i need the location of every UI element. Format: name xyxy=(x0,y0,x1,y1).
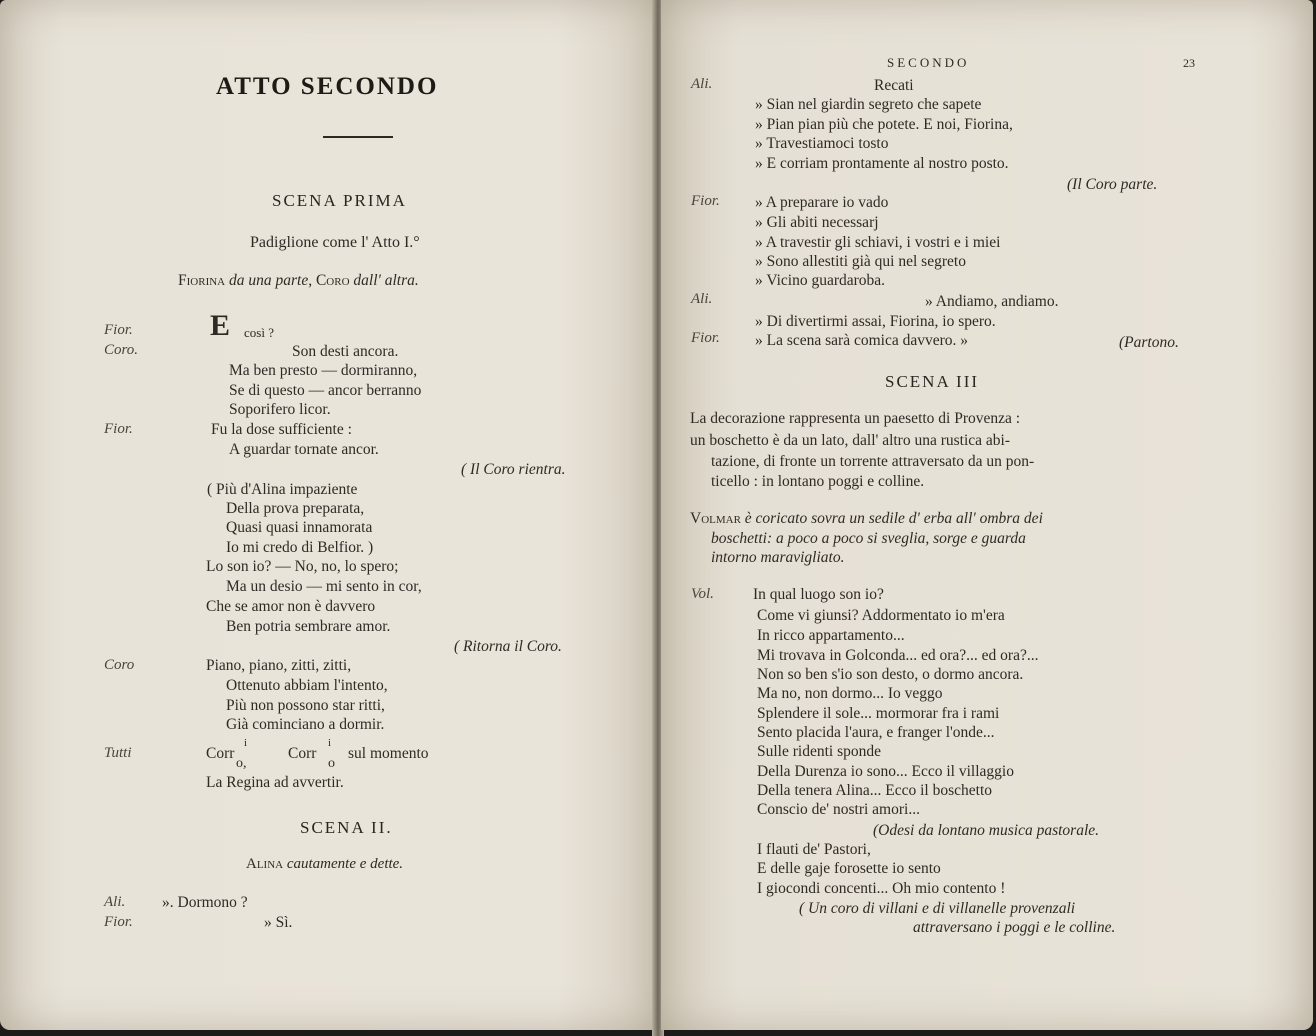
scene-description-line: ticello : in lontano poggi e colline. xyxy=(711,473,925,490)
verse-line: Lo son io? — No, no, lo spero; xyxy=(206,558,399,575)
verse-line: E delle gaje forosette io sento xyxy=(757,860,941,877)
verse-line: Ma ben presto — dormiranno, xyxy=(229,362,418,379)
verse-line: I giocondi concenti... Oh mio contento ! xyxy=(757,880,1006,897)
speaker-label: Coro. xyxy=(104,342,139,358)
verse-line: Fu la dose sufficiente : xyxy=(211,421,352,438)
scene-title: SCENA II. xyxy=(300,818,393,837)
verse-line: ». Dormono ? xyxy=(162,894,248,911)
verse-line: Splendere il sole... mormorar fra i rami xyxy=(757,705,1000,722)
volmar-name: Volmar xyxy=(690,510,741,527)
stage-direction: (Partono. xyxy=(1119,334,1179,351)
verse-line: Se di questo — ancor berranno xyxy=(229,382,422,399)
speaker-label: Ali. xyxy=(104,894,126,910)
right-page xyxy=(661,0,1313,1030)
left-page xyxy=(0,0,655,1030)
verse-line: Già cominciano a dormir. xyxy=(226,716,385,733)
cast-alina: Alina xyxy=(246,856,284,872)
volmar-direction-text: è coricato sovra un sedile d' erba all' ombra dei xyxy=(744,510,1043,527)
verse-line: » Sian nel giardin segreto che sapete xyxy=(755,96,982,113)
scene-cast xyxy=(178,272,419,290)
verse-line: » Sì. xyxy=(264,914,293,931)
verse-line: » Vicino guardaroba. xyxy=(755,272,886,289)
verse-line: Son desti ancora. xyxy=(292,343,399,360)
superscript-i: i xyxy=(328,737,332,749)
verse-line: In ricco appartamento... xyxy=(757,627,905,644)
scene-description-line: La decorazione rappresenta un paesetto di Provenza : xyxy=(690,410,1021,427)
volmar-direction xyxy=(690,509,1043,529)
verse-line: Io mi credo di Belfior. ) xyxy=(226,539,374,556)
verse-line: » A travestir gli schiavi, i vostri e i miei xyxy=(755,234,1001,251)
superscript-i: i xyxy=(244,737,248,749)
verse-line: Sulle ridenti sponde xyxy=(757,743,881,760)
verse-line: » Di divertirmi assai, Fiorina, io spero. xyxy=(755,313,996,330)
speaker-label: Tutti xyxy=(104,745,132,761)
speaker-label: Ali. xyxy=(691,291,713,307)
subscript-o: o xyxy=(328,756,335,771)
title-rule xyxy=(323,136,393,138)
verse-line: Della Durenza io sono... Ecco il villaggio xyxy=(757,763,1014,780)
volmar-direction-line: intorno maravigliato. xyxy=(711,549,845,566)
stage-direction: (Il Coro parte. xyxy=(1067,176,1158,193)
page-number: 23 xyxy=(1183,56,1195,70)
stage-direction: ( Un coro di villani e di villanelle provenzali xyxy=(799,900,1076,917)
volmar-direction-line: boschetti: a poco a poco si sveglia, sorge e guarda xyxy=(711,530,1026,547)
verse-line: Quasi quasi innamorata xyxy=(226,519,373,536)
act-title: ATTO SECONDO xyxy=(216,73,439,100)
running-head: SECONDO xyxy=(887,55,970,70)
stage-direction: ( Ritorna il Coro. xyxy=(454,638,562,655)
scene-title: SCENA III xyxy=(885,372,980,391)
corr-word-2: Corr xyxy=(288,745,317,762)
speaker-label: Fior. xyxy=(104,322,133,338)
verse-line: Come vi giunsi? Addormentato io m'era xyxy=(757,607,1005,624)
speaker-label: Fior. xyxy=(104,421,133,437)
verse-line: Ben potria sembrare amor. xyxy=(226,618,391,635)
speaker-label: Fior. xyxy=(691,193,720,209)
verse-line: Recati xyxy=(874,77,914,94)
verse-line: Della tenera Alina... Ecco il boschetto xyxy=(757,782,992,799)
verse-line: Della prova preparata, xyxy=(226,500,365,517)
verse-line: Sento placida l'aura, e franger l'onde... xyxy=(757,724,995,741)
verse-line: così ? xyxy=(244,325,274,340)
corr-word-1: Corr xyxy=(206,745,235,762)
verse-line: » Andiamo, andiamo. xyxy=(925,293,1059,310)
stage-direction: (Odesi da lontano musica pastorale. xyxy=(873,822,1100,839)
verse-line: » A preparare io vado xyxy=(755,194,889,211)
verse-line: Ma un desio — mi sento in cor, xyxy=(226,578,422,595)
speaker-label: Ali. xyxy=(691,76,713,92)
verse-line: » Pian pian più che potete. E noi, Fiorina, xyxy=(755,116,1013,133)
verse-line: ( Più d'Alina impaziente xyxy=(207,481,358,498)
verse-line: Mi trovava in Golconda... ed ora?... ed ora?... xyxy=(757,647,1039,664)
speaker-label: Fior. xyxy=(691,330,720,346)
scene-title: SCENA PRIMA xyxy=(272,191,407,210)
cast-coro-direction: dall' altra. xyxy=(353,272,419,289)
speaker-label: Fior. xyxy=(104,914,133,930)
verse-line: » Gli abiti necessarj xyxy=(755,214,879,231)
verse-line: La Regina ad avvertir. xyxy=(206,774,344,791)
scene-description-line: tazione, di fronte un torrente attraversato da un pon- xyxy=(711,453,1035,470)
cast-fiorina-direction: da una parte xyxy=(229,272,309,289)
verse-line: I flauti de' Pastori, xyxy=(757,841,871,858)
verse-line: Conscio de' nostri amori... xyxy=(757,801,920,818)
speaker-label: Coro xyxy=(104,657,135,673)
subscript-o: o, xyxy=(236,756,247,771)
verse-line: Più non possono star ritti, xyxy=(226,697,385,714)
verse-line: Ottenuto abbiam l'intento, xyxy=(226,677,388,694)
scene-setting: Padiglione come l' Atto I.° xyxy=(250,234,420,251)
verse-line: Ma no, non dormo... Io veggo xyxy=(757,685,943,702)
verse-line: sul momento xyxy=(348,745,429,762)
verse-line: Piano, piano, zitti, zitti, xyxy=(206,657,352,674)
cast-separator: , xyxy=(308,272,316,289)
verse-line: In qual luogo son io? xyxy=(753,586,884,603)
verse-line: Non so ben s'io son desto, o dormo ancora. xyxy=(757,666,1024,683)
stage-direction: ( Il Coro rientra. xyxy=(461,461,566,478)
cast-fiorina: Fiorina xyxy=(178,272,226,289)
drop-cap: E xyxy=(210,309,231,342)
verse-line: Che se amor non è davvero xyxy=(206,598,376,615)
stage-direction: attraversano i poggi e le colline. xyxy=(913,919,1116,936)
cast-coro: Coro xyxy=(315,272,350,289)
verse-line: A guardar tornate ancor. xyxy=(229,441,379,458)
verse-line: » La scena sarà comica davvero. » xyxy=(755,332,969,349)
verse-line: » Sono allestiti già qui nel segreto xyxy=(755,253,966,270)
speaker-label: Vol. xyxy=(691,586,714,602)
scene-cast xyxy=(246,856,403,873)
verse-line: » Travestiamoci tosto xyxy=(755,135,889,152)
scene-description-line: un boschetto è da un lato, dall' altro una rustica abi- xyxy=(690,432,1011,449)
verse-line: » E corriam prontamente al nostro posto. xyxy=(755,155,1009,172)
cast-alina-direction: cautamente e dette. xyxy=(286,856,404,872)
verse-line: Soporifero licor. xyxy=(229,401,331,418)
